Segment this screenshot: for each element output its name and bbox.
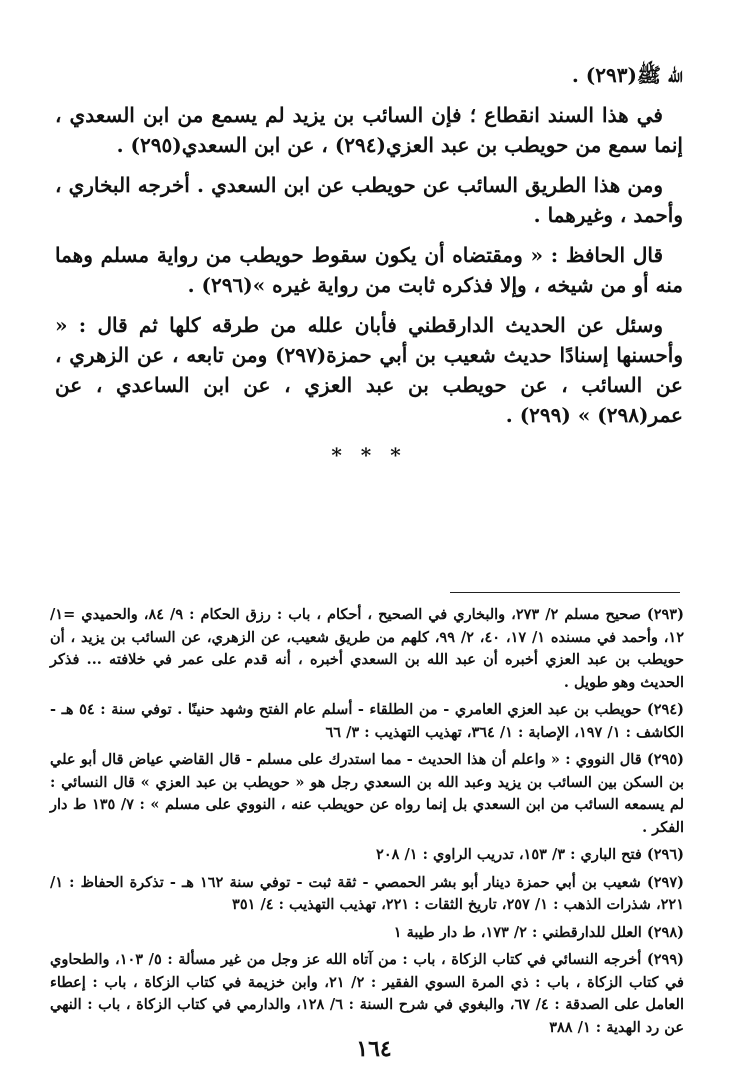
footnote: (٢٩٥) قال النووي : « واعلم أن هذا الحديث - مما استدرك على مسلم - قال القاضي عياض قال أبو علي بن السكن بين السائب بن يزيد وعبد الله بن السعدي رجل هو « حويطب بن عبد العزي » قال النسائي : لم يسمعه السائب من ابن السعدي بل إنما رواه عن حويطب عنه ، النووي على مسلم » : ٧/ ١٣٥ ط دار الفكر . — [50, 751, 684, 836]
paragraph: وسئل عن الحديث الدارقطني فأبان علله من طرقه كلها ثم قال : « وأحسنها إسنادًا حديث شعيب بن أبي حمزة(٢٩٧) ومن تابعه ، عن الزهري ، عن السائب ، عن حويطب بن عبد العزي ، عن ابن الساعدي ، عن عمر(٢٩٨) » (٢٩٩) . — [55, 313, 683, 427]
paragraph: قال الحافظ : « ومقتضاه أن يكون سقوط حويطب من رواية مسلم وهما منه أو من شيخه ، وإلا فذكره ثابت من رواية غيره »(٢٩٦) . — [55, 243, 683, 297]
footnote-divider — [450, 592, 680, 593]
top-line: الله ﷺ(٢٩٣) . — [571, 63, 683, 87]
footnote: (٢٩٤) حويطب بن عبد العزي العامري - من الطلقاء - أسلم عام الفتح وشهد حنينًا . توفي سنة : ٥٤ هـ - الكاشف : ١/ ١٩٧، الإصابة : ١/ ٣٦٤، تهذيب التهذيب : ٣/ ٦٦ — [50, 701, 684, 741]
footnote: (٢٩٣) صحيح مسلم ٢/ ٢٧٣، والبخاري في الصحيح ، أحكام ، باب : رزق الحكام : ٩/ ٨٤، والحميدي =١/ ١٢، وأحمد في مسنده ١/ ١٧، ٤٠، ٢/ ٩٩، كلهم من طريق شعيب، عن الزهري، عن السائب بن يزيد ، أن حويطب بن عبد العزي أخبره أن عبد الله بن السعدي أخبره ، أنه قدم على عمر في خلافته ... فذكر الحديث وهو طويل . — [50, 606, 684, 691]
section-separator: * * * — [331, 443, 407, 467]
footnote: (٢٩٨) العلل للدارقطني : ٢/ ١٧٣، ط دار طيبة ١ — [393, 923, 684, 941]
main-text — [55, 60, 683, 470]
page-number: ١٦٤ — [356, 1036, 392, 1062]
paragraph: ومن هذا الطريق السائب عن حويطب عن ابن السعدي . أخرجه البخاري ، وأحمد ، وغيرهما . — [55, 173, 683, 227]
footnote: (٢٩٧) شعيب بن أبي حمزة دينار أبو بشر الحمصي - ثقة ثبت - توفي سنة ١٦٢ هـ - تذكرة الحفاظ : ١/ ٢٢١، شذرات الذهب : ١/ ٢٥٧، تاريخ الثقات : ٢٢١، تهذيب التهذيب : ٤/ ٣٥١ — [50, 873, 684, 913]
paragraph: في هذا السند انقطاع ؛ فإن السائب بن يزيد لم يسمع من ابن السعدي ، إنما سمع من حويطب بن عبد العزي(٢٩٤) ، عن ابن السعدي(٢٩٥) . — [55, 103, 683, 157]
footnote: (٢٩٦) فتح الباري : ٣/ ١٥٣، تدريب الراوي : ١/ ٢٠٨ — [376, 846, 684, 863]
footnote: (٢٩٩) أخرجه النسائي في كتاب الزكاة ، باب : من آتاه الله عز وجل من غير مسألة : ٥/ ١٠٣، والطحاوي في كتاب الزكاة ، باب : ذي المرة السوي الفقير : ٢/ ٢١، وابن خزيمة في كتاب الزكاة ، باب : إعطاء العامل على الصدقة : ٤/ ٦٧، والبغوي في شرح السنة : ٦/ ١٢٨، والدارمي في كتاب الزكاة ، باب : النهي عن رد الهدية : ١/ ٣٨٨ — [50, 951, 684, 1036]
footnotes — [50, 604, 684, 1044]
